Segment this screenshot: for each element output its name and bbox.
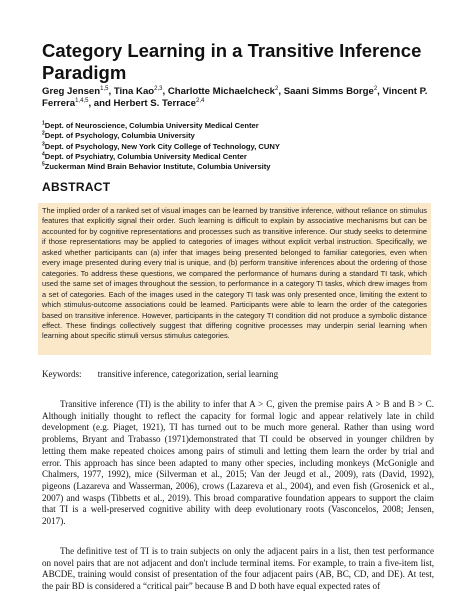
affiliation-number: 4 [42, 151, 45, 158]
author-name: Herbert S. Terrace [113, 98, 196, 109]
affiliation-text: Zuckerman Mind Brain Behavior Institute, Columbia University [44, 162, 271, 172]
author-separator: , and [88, 98, 114, 109]
author-separator: , [377, 86, 383, 97]
author-name: Vincent P. Ferrera [42, 86, 428, 109]
affiliation-line [42, 162, 442, 172]
affiliation-text: Dept. of Neuroscience, Columbia University Medical Center [44, 121, 259, 130]
abstract-heading: ABSTRACT [42, 180, 111, 194]
author-affiliation-marker: 1,5 [100, 85, 109, 92]
author-name: Saani Simms Borge [283, 86, 374, 97]
abstract-text: The implied order of a ranked set of visual images can be learned by transitive inference, without reliance on stimulus features that explicitly signal their order. Such learning is difficult to explain by associative mechanisms but can be accounted for by cognitive representations and processes such as transitive inference. Our study seeks to determine if those representations may be applied to categories of images without explicit verbal instruction. Specifically, we asked whether participants can (a) infer that images being presented belonged to familiar categories, even when every image presented during every trial is unique, and (b) perform transitive inferences about the ordering of those categories. To address these questions, we compared the performance of humans during a standard TI task, which used the same set of images throughout the session, to performance in a category TI tasks, which drew images from a set of categories. Each of the images used in the category TI task was only presented once, limiting the extent to which stimulus-outcome associations could be learned. Participants were able to learn the order of the categories based on transitive inference. However, participants in the category TI condition did not produce a symbolic distance effect. These findings collectively suggest that differing cognitive processes may underpin serial learning when learning about specific stimuli versus stimulus categories. [38, 203, 431, 355]
keywords-value: transitive inference, categorization, serial learning [97, 369, 279, 379]
author-separator: , [278, 86, 284, 97]
affiliation-line [42, 152, 442, 162]
author-affiliation-marker: 2,3 [154, 85, 163, 92]
affiliation-number: 1 [42, 120, 45, 127]
author-name: Greg Jensen [42, 86, 101, 97]
affiliation-number: 5 [42, 161, 45, 168]
body-paragraph: The definitive test of TI is to train subjects on only the adjacent pairs in a list, then test performance on novel pairs that are not adjacent and don't include terminal items. For example, to train a five-item list, ABCDE, training would consist of presentation of the four adjacent pairs (AB, BC, CD, and DE). At test, the pair BD is considered a “critical pair” because B and D both have equal expected rates of [42, 546, 434, 592]
keywords-label: Keywords: [42, 369, 82, 379]
author-name: Charlotte Michaelcheck [167, 86, 276, 97]
paper-title: Category Learning in a Transitive Inference Paradigm [42, 40, 422, 83]
author-separator: , [108, 86, 114, 97]
author-affiliation-marker: 2,4 [195, 97, 205, 104]
affiliation-list [42, 121, 442, 172]
author-list [42, 86, 442, 110]
affiliation-text: Dept. of Psychology, Columbia University [44, 131, 195, 141]
affiliation-number: 3 [42, 141, 45, 148]
affiliation-number: 2 [42, 130, 45, 137]
author-affiliation-marker: 2 [373, 85, 378, 92]
affiliation-line [42, 131, 442, 141]
affiliation-line [42, 121, 442, 131]
affiliation-line [42, 142, 442, 152]
affiliation-text: Dept. of Psychology, New York City College of Technology, CUNY [44, 141, 280, 151]
author-affiliation-marker: 1,4,5 [75, 97, 89, 104]
author-affiliation-marker: 2 [275, 85, 279, 92]
author-name: Tina Kao [113, 86, 155, 97]
keywords-line [42, 368, 442, 380]
affiliation-text: Dept. of Psychiatry, Columbia University Medical Center [44, 151, 247, 161]
author-separator: , [162, 86, 168, 97]
body-paragraph: Transitive inference (TI) is the ability to infer that A > C, given the premise pairs A > B and B > C. Although initially thought to reflect the capacity for formal logic and appear relatively late in child development (e.g. Piaget, 1921), TI has turned out to be much more general. Rather than using word problems, Bryant and Trabasso (1971)demonstrated that TI could be observed in younger children by letting them make repeated choices among pairs of stimuli and letting them learn the order by trial and error. This approach has since been adapted to many other species, including monkeys (McGonigle and Chalmers, 1977, 1992), mice (Silverman et al., 2015; Van der Jeugd et al., 2009), rats (David, 1992), pigeons (Lazareva and Wasserman, 2006), crows (Lazareva et al., 2004), and even fish (Grosenick et al., 2007) and wasps (Tibbetts et al., 2019). This broad comparative foundation appears to support the claim that TI is a well-preserved cognitive ability with deep evolutionary roots (Vasconcelos, 2008; Jensen, 2017). [42, 399, 434, 527]
